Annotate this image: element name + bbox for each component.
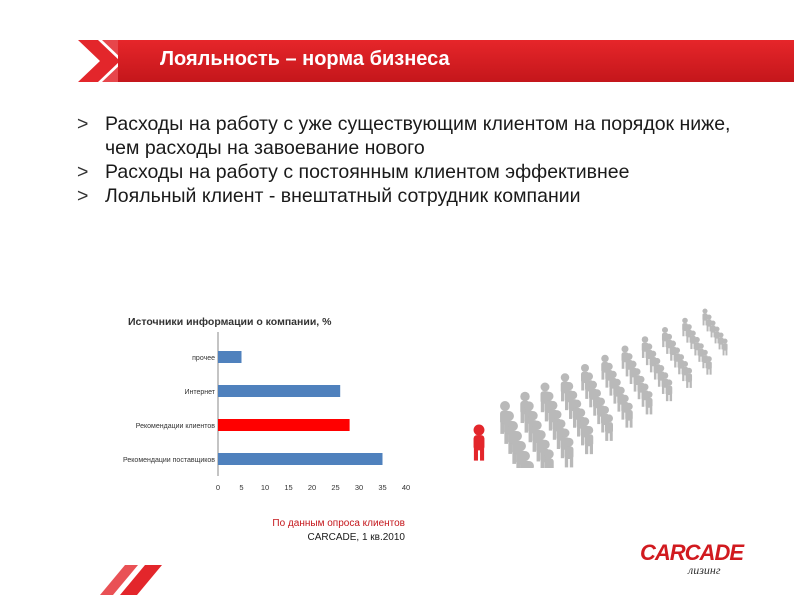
chart-tick-label: 25 — [331, 483, 340, 492]
leader-figure — [474, 425, 485, 461]
logo-subtitle: лизинг — [688, 563, 721, 577]
bullet-item — [77, 184, 737, 208]
crowd-figure — [722, 338, 727, 355]
chart-tick-label: 30 — [354, 483, 364, 492]
caption-line-2: CARCADE, 1 кв.2010 — [307, 532, 405, 543]
bullet-marker: > — [77, 185, 89, 207]
bullet-marker: > — [77, 113, 89, 135]
chart-category-label: прочее — [192, 355, 215, 362]
chart-tick-label: 20 — [307, 483, 317, 492]
chart-title: Источники информации о компании, % — [128, 316, 332, 328]
chart-category-label: Интернет — [184, 389, 215, 396]
chart-tick-label: 0 — [215, 483, 221, 492]
crowd-figure — [686, 368, 692, 388]
chart-tick-label: 10 — [260, 483, 270, 492]
crowd-figure — [666, 379, 673, 401]
bullet-item — [77, 112, 737, 160]
crowd-figure — [706, 356, 712, 375]
chart-tick-label: 5 — [239, 483, 244, 492]
crowd-figure — [565, 438, 574, 468]
bullet-text: Расходы на работу с постоянным клиентом эффективнее — [105, 161, 630, 183]
chart-caption — [200, 517, 405, 545]
chart-category-label: Рекомендации клиентов — [135, 423, 215, 430]
info-sources-chart — [96, 310, 426, 500]
chart-tick-label: 35 — [378, 483, 387, 492]
caption-line-1: По данным опроса клиентов — [272, 518, 405, 529]
chart-tick-label: 40 — [401, 483, 411, 492]
chart-bar — [218, 453, 383, 465]
chart-bar — [218, 351, 242, 363]
crowd-figure — [645, 391, 652, 414]
chart-bar — [218, 385, 340, 397]
page-title: Лояльность – норма бизнеса — [160, 48, 450, 70]
bullet-item — [77, 160, 737, 184]
chart-bar — [218, 419, 350, 431]
bullet-text: Лояльный клиент - внештатный сотрудник компании — [105, 185, 581, 207]
crowd-illustration — [465, 288, 735, 468]
bullet-list — [77, 112, 737, 208]
bullet-marker: > — [77, 161, 89, 183]
crowd-figure — [585, 426, 593, 454]
crowd-figure — [605, 414, 613, 441]
chart-category-label: Рекомендации поставщиков — [123, 457, 215, 464]
carcade-logo — [640, 540, 750, 580]
bullet-text: Расходы на работу с уже существующим клиентом на порядок ниже, чем расходы на завоевание нового — [105, 113, 731, 159]
logo-wordmark: CARCADE — [640, 540, 743, 565]
chart-tick-label: 15 — [284, 483, 293, 492]
crowd-figure — [625, 403, 633, 428]
footer-stripes-icon — [100, 560, 170, 595]
